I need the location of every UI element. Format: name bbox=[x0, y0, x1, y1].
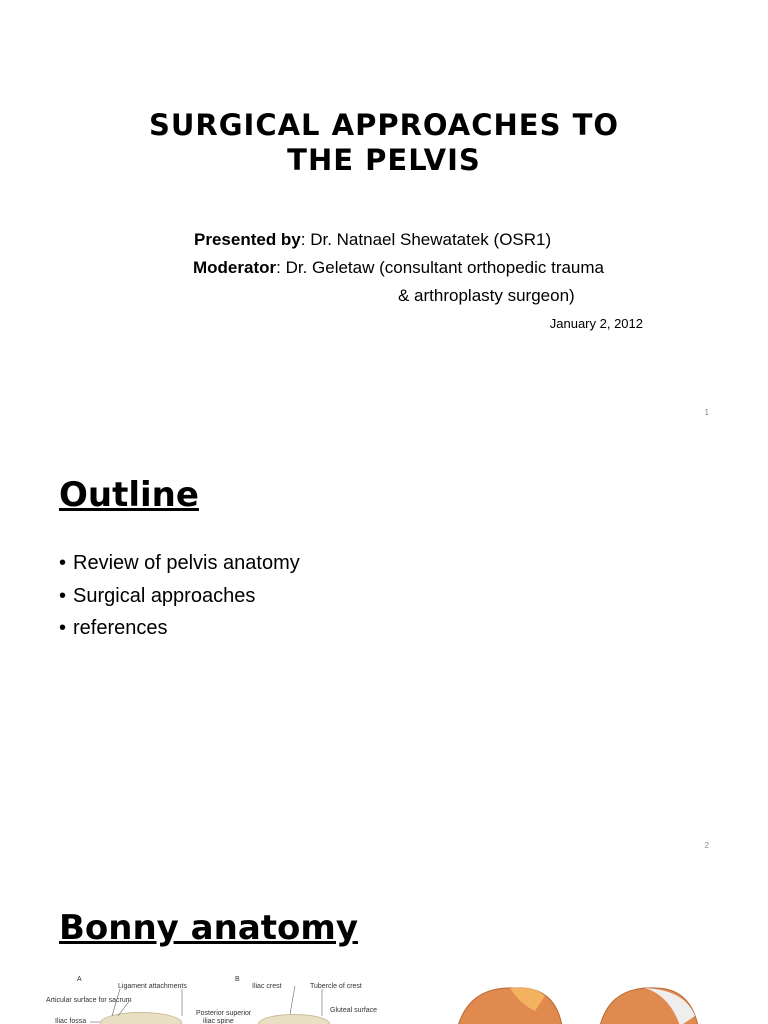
panel-label-b: B bbox=[235, 976, 240, 983]
bullet-icon: • bbox=[59, 584, 67, 607]
slide-heading: Outline bbox=[59, 475, 199, 515]
page-number: 2 bbox=[704, 841, 709, 850]
list-item-text: Review of pelvis anatomy bbox=[73, 552, 300, 574]
presented-label: Presented by bbox=[194, 230, 301, 249]
moderator-line bbox=[193, 258, 604, 278]
label-iliac-spine: iliac spine bbox=[203, 1018, 234, 1024]
list-item-text: references bbox=[73, 617, 168, 639]
pelvis-photos bbox=[450, 986, 700, 1024]
label-tubercle: Tubercle of crest bbox=[310, 983, 362, 990]
label-articular: Articular surface for sacrum bbox=[46, 997, 132, 1004]
label-gluteal: Gluteal surface bbox=[330, 1007, 378, 1014]
label-posterior-superior: Posterior superior bbox=[196, 1010, 252, 1017]
list-item bbox=[59, 580, 300, 613]
label-iliac-crest: Iliac crest bbox=[252, 983, 282, 990]
title-slide bbox=[0, 0, 768, 433]
list-item-text: Surgical approaches bbox=[73, 584, 256, 607]
label-ligament: Ligament attachments bbox=[118, 983, 187, 990]
slide-title bbox=[0, 108, 768, 178]
presenter-line bbox=[194, 230, 551, 250]
moderator-label: Moderator bbox=[193, 258, 277, 277]
list-item bbox=[59, 547, 300, 580]
title-line-1: SURGICAL APPROACHES TO bbox=[148, 108, 620, 142]
list-item bbox=[59, 612, 300, 645]
bullet-icon: • bbox=[59, 617, 67, 639]
presenter-name: : Dr. Natnael Shewatatek (OSR1) bbox=[300, 230, 552, 249]
page-number: 1 bbox=[704, 408, 709, 417]
panel-label-a: A bbox=[77, 976, 82, 983]
anatomy-slide bbox=[0, 866, 768, 1024]
bullet-list bbox=[59, 547, 300, 645]
slide-heading: Bonny anatomy bbox=[59, 908, 358, 948]
moderator-line-continued: & arthroplasty surgeon) bbox=[398, 286, 575, 305]
outline-slide bbox=[0, 433, 768, 866]
bullet-icon: • bbox=[59, 552, 67, 574]
moderator-name: : Dr. Geletaw (consultant orthopedic trauma bbox=[276, 258, 605, 277]
presentation-date: January 2, 2012 bbox=[549, 316, 643, 331]
title-line-2: THE PELVIS bbox=[287, 143, 481, 177]
label-iliac-fossa: Iliac fossa bbox=[55, 1018, 87, 1024]
